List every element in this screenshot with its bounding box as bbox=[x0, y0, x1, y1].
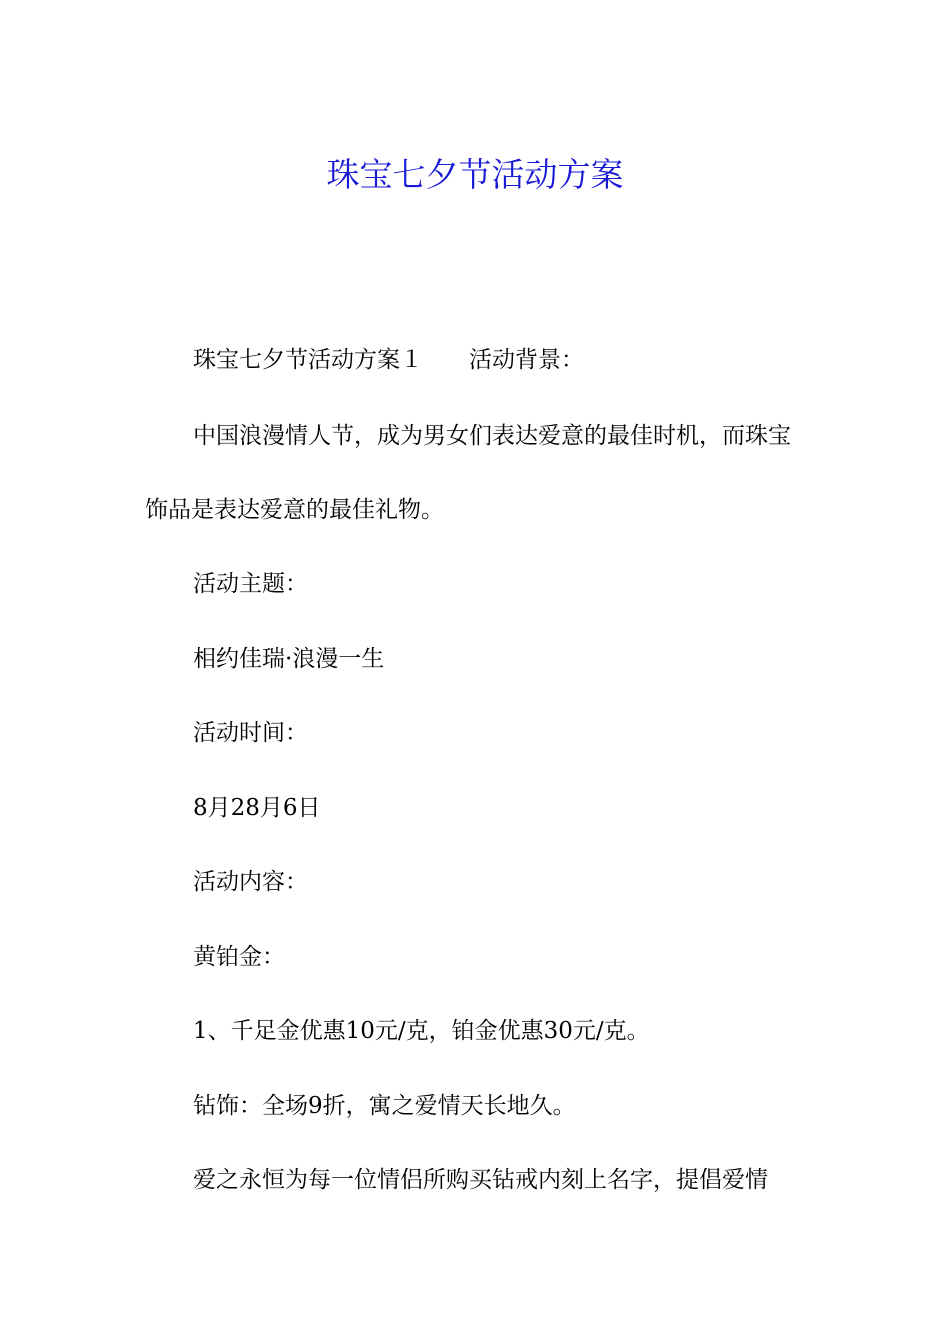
section-heading-paragraph bbox=[145, 323, 810, 397]
diamond-offer-text: 钻饰：全场9折，寓之爱情天长地久。 bbox=[193, 1093, 576, 1119]
content-label: 活动内容： bbox=[193, 869, 308, 895]
gold-offer-text: 1、千足金优惠10元/克，铂金优惠30元/克。 bbox=[193, 1018, 650, 1044]
section-heading: 珠宝七夕节活动方案１ bbox=[193, 347, 423, 373]
document-title: 珠宝七夕节活动方案 bbox=[326, 155, 624, 195]
background-label: 活动背景： bbox=[469, 347, 584, 373]
gold-label: 黄铂金： bbox=[193, 944, 285, 970]
engraving-text: 爱之永恒为每一位情侣所购买钻戒内刻上名字，提倡爱情 bbox=[193, 1167, 768, 1193]
time-label: 活动时间： bbox=[193, 720, 308, 746]
background-paragraph: 中国浪漫情人节，成为男女们表达爱意的最佳时机，而珠宝饰品是表达爱意的最佳礼物。 bbox=[145, 423, 791, 523]
time-text: 8月28月6日 bbox=[193, 795, 321, 821]
theme-label: 活动主题： bbox=[193, 571, 308, 597]
theme-text: 相约佳瑞·浪漫一生 bbox=[193, 646, 385, 672]
